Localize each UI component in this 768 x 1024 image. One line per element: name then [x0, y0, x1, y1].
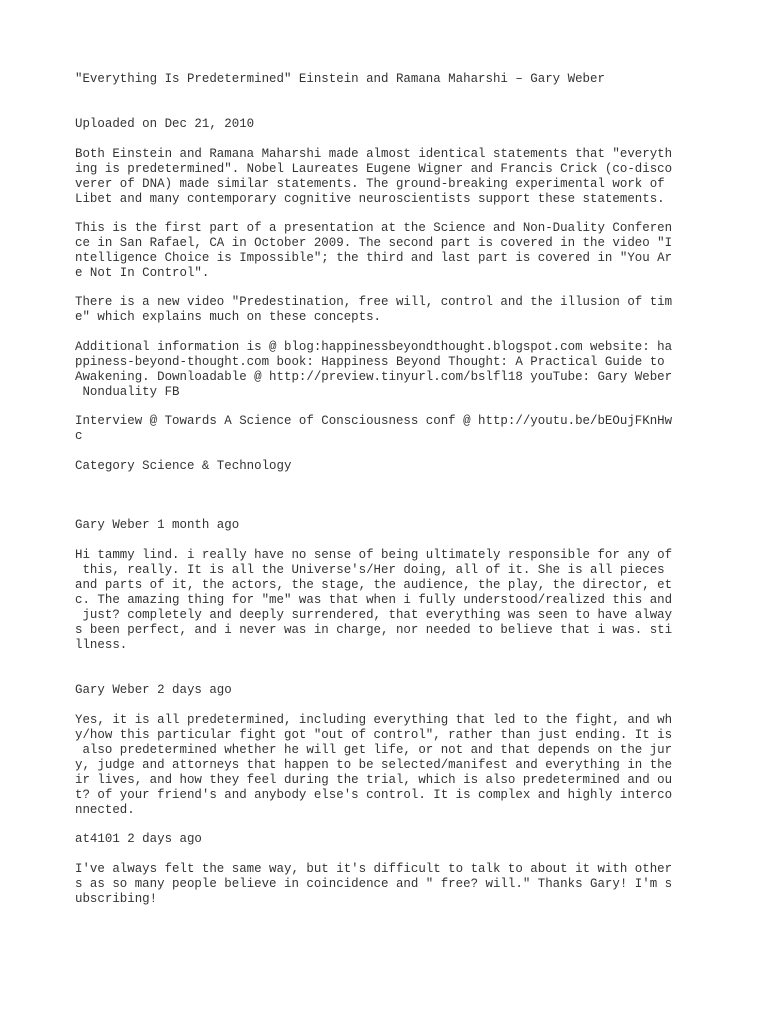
- comment: [75, 683, 232, 698]
- comment-body: [75, 862, 672, 907]
- text-line: and parts of it, the actors, the stage, the audience, the play, the director, et: [75, 578, 673, 592]
- text-line: I've always felt the same way, but it's difficult to talk to about it with other: [75, 862, 673, 876]
- text-line: c. The amazing thing for "me" was that when i fully understood/realized this and: [75, 593, 673, 607]
- upload-date: [75, 117, 254, 132]
- text-line: y, judge and attorneys that happen to be selected/manifest and everything in the: [75, 758, 673, 772]
- text-line: t? of your friend's and anybody else's control. It is complex and highly interco: [75, 788, 673, 802]
- comment: [75, 832, 202, 847]
- category-label: [75, 459, 291, 474]
- comment-header: Gary Weber 2 days ago: [75, 683, 232, 697]
- comment-header: at4101 2 days ago: [75, 832, 202, 846]
- text-line: y/how this particular fight got "out of control", rather than just ending. It is: [75, 728, 673, 742]
- text-line: Awakening. Downloadable @ http://preview.tinyurl.com/bslfl18 youTube: Gary Weber: [75, 370, 673, 384]
- text-line: ce in San Rafael, CA in October 2009. The second part is covered in the video "I: [75, 236, 673, 250]
- comment: [75, 518, 239, 533]
- description-paragraph-1: [75, 147, 672, 207]
- title-line: "Everything Is Predetermined" Einstein and Ramana Maharshi – Gary Weber: [75, 72, 605, 86]
- comment-body: [75, 713, 672, 818]
- text-line: verer of DNA) made similar statements. The ground-breaking experimental work of: [75, 177, 665, 191]
- text-line: s as so many people believe in coincidence and " free? will." Thanks Gary! I'm s: [75, 877, 673, 891]
- comment-header: Gary Weber 1 month ago: [75, 518, 240, 532]
- text-line: s been perfect, and i never was in charge, nor needed to believe that i was. sti: [75, 623, 673, 637]
- text-line: e" which explains much on these concepts.: [75, 310, 382, 324]
- text-line: llness.: [75, 638, 128, 652]
- description-paragraph-5: [75, 414, 672, 444]
- text-line: Libet and many contemporary cognitive neuroscientists support these statements.: [75, 192, 665, 206]
- text-line: Both Einstein and Ramana Maharshi made almost identical statements that "everyth: [75, 147, 673, 161]
- text-line: This is the first part of a presentation at the Science and Non-Duality Conferen: [75, 221, 673, 235]
- text-line: Hi tammy lind. i really have no sense of being ultimately responsible for any of: [75, 548, 673, 562]
- text-line: ntelligence Choice is Impossible"; the third and last part is covered in "You Ar: [75, 251, 673, 265]
- description-paragraph-3: [75, 295, 672, 325]
- text-line: ubscribing!: [75, 892, 158, 906]
- text-line: e Not In Control".: [75, 266, 210, 280]
- description-paragraph-2: [75, 221, 672, 281]
- text-line: this, really. It is all the Universe's/Her doing, all of it. She is all pieces: [75, 563, 665, 577]
- text-line: ing is predetermined". Nobel Laureates Eugene Wigner and Francis Crick (co-disco: [75, 162, 673, 176]
- text-line: There is a new video "Predestination, free will, control and the illusion of tim: [75, 295, 673, 309]
- comment-body: [75, 548, 672, 653]
- description-paragraph-4: [75, 340, 672, 400]
- text-line: nnected.: [75, 803, 135, 817]
- text-line: Yes, it is all predetermined, including everything that led to the fight, and wh: [75, 713, 673, 727]
- upload-date-line: Uploaded on Dec 21, 2010: [75, 117, 255, 131]
- category-line: Category Science & Technology: [75, 459, 292, 473]
- text-line: ir lives, and how they feel during the trial, which is also predetermined and ou: [75, 773, 673, 787]
- text-line: c: [75, 429, 83, 443]
- text-line: also predetermined whether he will get life, or not and that depends on the jur: [75, 743, 673, 757]
- text-line: Additional information is @ blog:happinessbeyondthought.blogspot.com website: ha: [75, 340, 673, 354]
- text-line: Interview @ Towards A Science of Consciousness conf @ http://youtu.be/bEOujFKnHw: [75, 414, 673, 428]
- text-line: just? completely and deeply surrendered, that everything was seen to have alway: [75, 608, 673, 622]
- document-title: [75, 72, 605, 87]
- text-line: ppiness-beyond-thought.com book: Happiness Beyond Thought: A Practical Guide to: [75, 355, 665, 369]
- text-line: Nonduality FB: [75, 385, 180, 399]
